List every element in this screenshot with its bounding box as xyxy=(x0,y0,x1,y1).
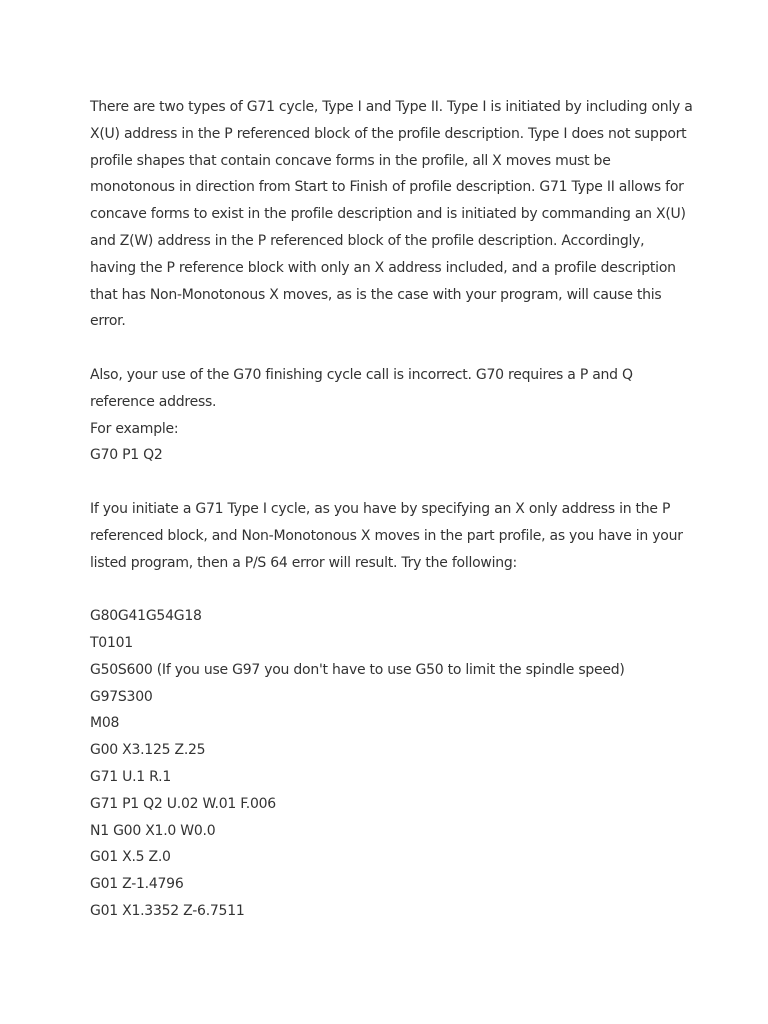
code-line: G00 X3.125 Z.25 xyxy=(90,742,206,759)
paragraph-g70-usage xyxy=(90,362,690,469)
text-line: that has Non-Monotonous X moves, as is the case with your program, will cause this xyxy=(90,286,662,303)
text-line: For example: xyxy=(90,420,179,437)
code-line: G97S300 xyxy=(90,688,153,705)
paragraph-spacer xyxy=(90,469,690,496)
text-line: monotonous in direction from Start to Finish of profile description. G71 Type II allows for xyxy=(90,179,684,196)
paragraph-spacer xyxy=(90,335,690,362)
document-page xyxy=(90,94,693,925)
text-line: profile shapes that contain concave forms in the profile, all X moves must be xyxy=(90,152,611,169)
paragraph-g71-types xyxy=(90,94,693,335)
code-line: N1 G00 X1.0 W0.0 xyxy=(90,822,216,839)
text-line: and Z(W) address in the P referenced block of the profile description. Accordingly, xyxy=(90,232,645,249)
paragraph-spacer xyxy=(90,576,690,603)
text-line: referenced block, and Non-Monotonous X moves in the part profile, as you have in your xyxy=(90,527,683,544)
text-line: listed program, then a P/S 64 error will result. Try the following: xyxy=(90,554,517,571)
code-line: M08 xyxy=(90,715,120,732)
text-line: X(U) address in the P referenced block of the profile description. Type I does not support xyxy=(90,125,687,142)
code-line: G01 X.5 Z.0 xyxy=(90,849,171,866)
code-line: G80G41G54G18 xyxy=(90,608,202,625)
code-line: G70 P1 Q2 xyxy=(90,447,163,464)
code-line: G71 P1 Q2 U.02 W.01 F.006 xyxy=(90,795,276,812)
text-line: Also, your use of the G70 finishing cycle call is incorrect. G70 requires a P and Q xyxy=(90,366,633,383)
code-line: G50S600 (If you use G97 you don't have to use G50 to limit the spindle speed) xyxy=(90,661,625,678)
code-line: T0101 xyxy=(90,634,133,651)
text-line: having the P reference block with only an X address included, and a profile description xyxy=(90,259,676,276)
text-line: reference address. xyxy=(90,393,217,410)
code-line: G01 X1.3352 Z-6.7511 xyxy=(90,902,245,919)
text-line: If you initiate a G71 Type I cycle, as you have by specifying an X only address in the P xyxy=(90,500,671,517)
text-line: concave forms to exist in the profile description and is initiated by commanding an X(U) xyxy=(90,206,686,223)
text-line: error. xyxy=(90,313,126,330)
paragraph-error-explanation xyxy=(90,496,690,576)
program-listing xyxy=(90,603,690,925)
text-line: There are two types of G71 cycle, Type I and Type II. Type I is initiated by including only a xyxy=(90,99,693,115)
code-line: G71 U.1 R.1 xyxy=(90,768,172,785)
code-line: G01 Z-1.4796 xyxy=(90,876,184,893)
